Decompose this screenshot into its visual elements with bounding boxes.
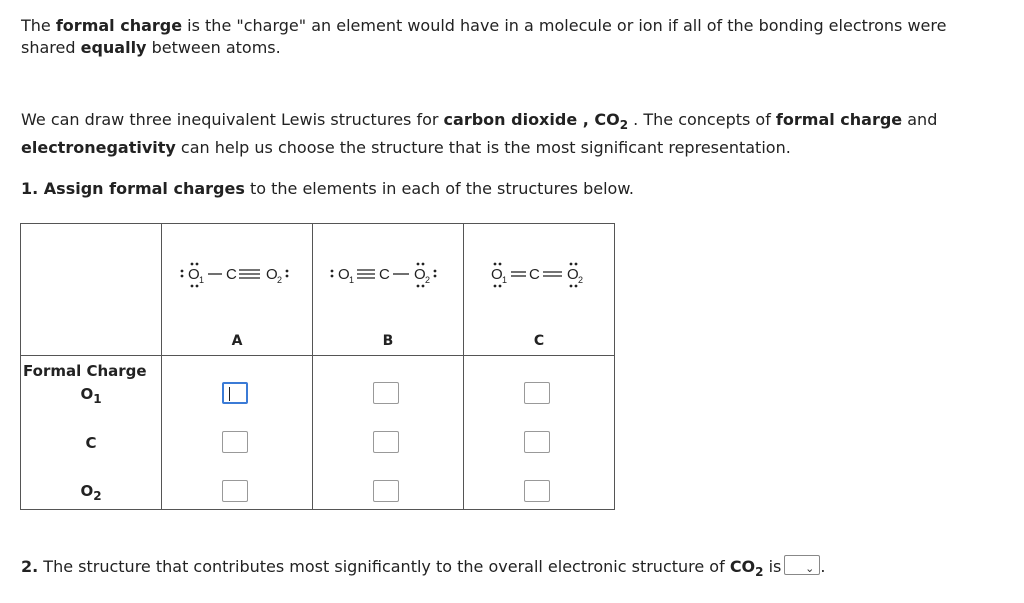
c-o1-sub: 1: [502, 275, 508, 285]
a-o2-charge-input[interactable]: [222, 480, 248, 502]
a-c-atom: C: [226, 266, 237, 283]
question-2: 2. The structure that contributes most significantly to the overall electronic structure of $CO_2$ is ⌄ .: [21, 557, 826, 579]
c-o2-charge-input[interactable]: [524, 480, 550, 502]
c-o2-atom: O: [567, 266, 579, 283]
c-o1-atom: O: [491, 266, 503, 283]
b-c-charge-input[interactable]: [373, 431, 399, 453]
row-label-o2: $O_2$: [80, 482, 102, 503]
structure-select[interactable]: [784, 555, 820, 575]
a-o2-sub: 2: [277, 275, 283, 285]
question-1: 1. Assign formal charges to the elements in each of the structures below.: [21, 179, 635, 198]
a-o1-sub: 1: [199, 275, 205, 285]
row-label-c: C: [85, 434, 97, 452]
structure-a-label: A: [231, 333, 243, 349]
lewis-structure-b: [313, 224, 463, 324]
answers-b-cell: [313, 356, 464, 510]
lewis-structure-c: [464, 224, 614, 324]
a-o2-atom: O: [266, 266, 278, 283]
b-o2-charge-input[interactable]: [373, 480, 399, 502]
table-corner-cell: [21, 224, 162, 356]
structure-a-cell: [162, 224, 313, 356]
structure-c-label: C: [533, 333, 545, 349]
row-label-o1: $O_1$: [80, 385, 102, 406]
lewis-structure-a: [162, 224, 312, 324]
c-o2-sub: 2: [578, 275, 584, 285]
b-o1-sub: 1: [349, 275, 355, 285]
co2-paragraph: We can draw three inequivalent Lewis structures for carbon dioxide , $CO_2$ . The concepts of formal charge and electronegativity can help us choose the structure that is the most significant representation.: [21, 110, 938, 157]
structure-b-label: B: [382, 333, 394, 349]
b-o1-atom: O: [338, 266, 350, 283]
intro-paragraph: The formal charge is the "charge" an element would have in a molecule or ion if all of the bonding electrons were shared equally between atoms.: [21, 16, 947, 57]
formal-charge-table: [20, 223, 615, 510]
b-o2-sub: 2: [425, 275, 431, 285]
answers-a-cell: [162, 356, 313, 510]
formal-charge-heading: Formal Charge: [23, 362, 147, 380]
a-o1-atom: O: [188, 266, 200, 283]
a-c-charge-input[interactable]: [222, 431, 248, 453]
answers-c-cell: [464, 356, 615, 510]
c-o1-charge-input[interactable]: [524, 382, 550, 404]
a-o1-charge-input[interactable]: [222, 382, 248, 404]
b-o2-atom: O: [414, 266, 426, 283]
chevron-down-icon: ⌄: [805, 562, 815, 575]
c-c-atom: C: [529, 266, 540, 283]
b-c-atom: C: [379, 266, 390, 283]
structure-b-cell: [313, 224, 464, 356]
structure-c-cell: [464, 224, 615, 356]
b-o1-charge-input[interactable]: [373, 382, 399, 404]
c-c-charge-input[interactable]: [524, 431, 550, 453]
row-labels-cell: [21, 356, 162, 510]
